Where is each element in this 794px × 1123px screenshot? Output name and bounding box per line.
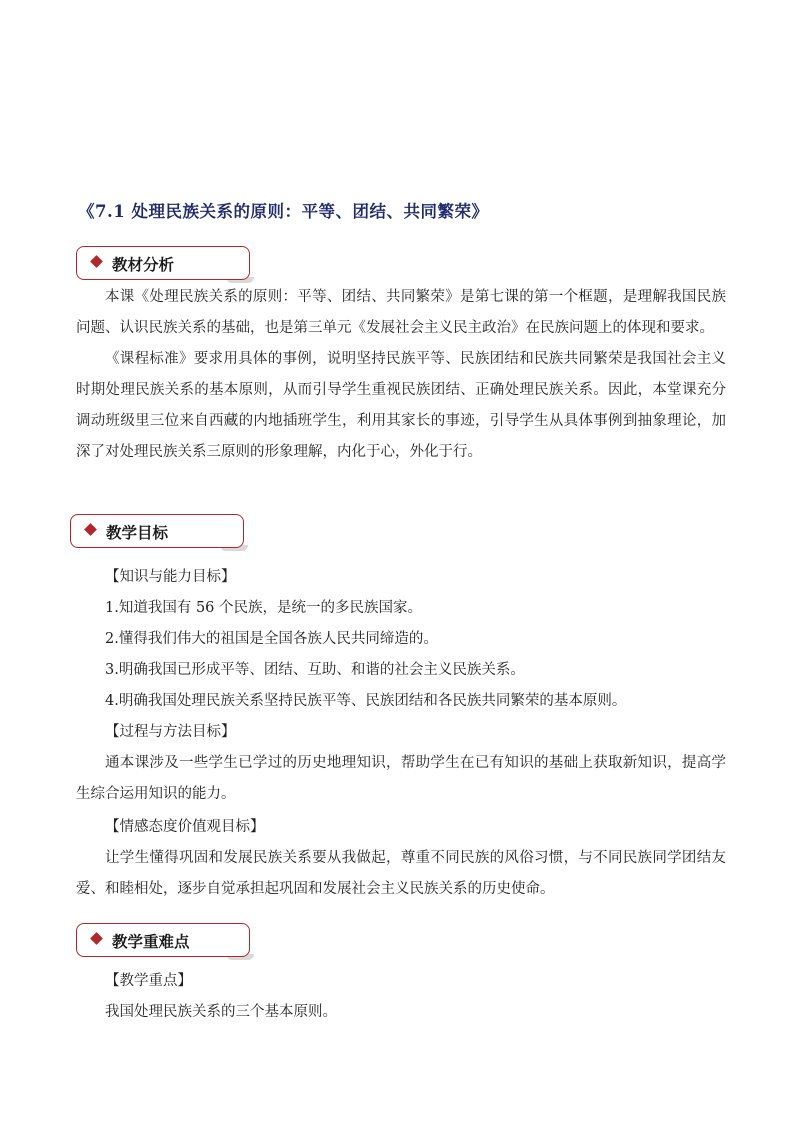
analysis-paragraph-1: 本课《处理民族关系的原则：平等、团结、共同繁荣》是第七课的第一个框题，是理解我国民族问题、认识民族关系的基础，也是第三单元《发展社会主义民主政治》在民族问题上的体现和要求。 — [76, 289, 726, 336]
section-header-analysis — [76, 246, 266, 282]
knowledge-heading: 【知识与能力目标】 — [105, 569, 236, 585]
emotion-heading: 【情感态度价值观目标】 — [105, 819, 265, 835]
process-text — [76, 748, 726, 810]
knowledge-item-2: 2.懂得我们伟大的祖国是全国各族人民共同缔造的。 — [105, 631, 438, 647]
knowledge-item-4: 4.明确我国处理民族关系坚持民族平等、民族团结和各民族共同繁荣的基本原则。 — [105, 693, 627, 709]
keypoints-text: 我国处理民族关系的三个基本原则。 — [105, 1004, 337, 1020]
emotion-text — [76, 843, 726, 905]
keypoints-heading: 【教学重点】 — [105, 973, 192, 989]
emotion-paragraph: 让学生懂得巩固和发展民族关系要从我做起，尊重不同民族的风俗习惯，与不同民族同学团结友爱、和睦相处，逐步自觉承担起巩固和发展社会主义民族关系的历史使命。 — [76, 850, 726, 897]
analysis-text — [76, 282, 726, 468]
section-label: 教材分析 — [112, 255, 175, 274]
section-header-keypoints — [76, 923, 266, 959]
knowledge-item-3: 3.明确我国已形成平等、团结、互助、和谐的社会主义民族关系。 — [105, 662, 525, 678]
analysis-paragraph-2: 《课程标准》要求用具体的事例，说明坚持民族平等、民族团结和民族共同繁荣是我国社会主义时期处理民族关系的基本原则，从而引导学生重视民族团结、正确处理民族关系。因此，本堂课充分调动班级里三位来自西藏的内地插班学生，利用其家长的事迹，引导学生从具体事例到抽象理论，加深了对处理民族关系三原则的形象理解，内化于心，外化于行。 — [76, 351, 726, 460]
process-paragraph: 通本课涉及一些学生已学过的历史地理知识，帮助学生在已有知识的基础上获取新知识，提高学生综合运用知识的能力。 — [76, 755, 726, 802]
section-label: 教学重难点 — [112, 932, 190, 951]
document-title: 《7.1 处理民族关系的原则：平等、团结、共同繁荣》 — [78, 202, 489, 221]
section-label: 教学目标 — [106, 523, 169, 542]
knowledge-item-1: 1.知道我国有 56 个民族，是统一的多民族国家。 — [105, 600, 423, 616]
section-header-goals — [70, 514, 260, 550]
process-heading: 【过程与方法目标】 — [105, 724, 236, 740]
